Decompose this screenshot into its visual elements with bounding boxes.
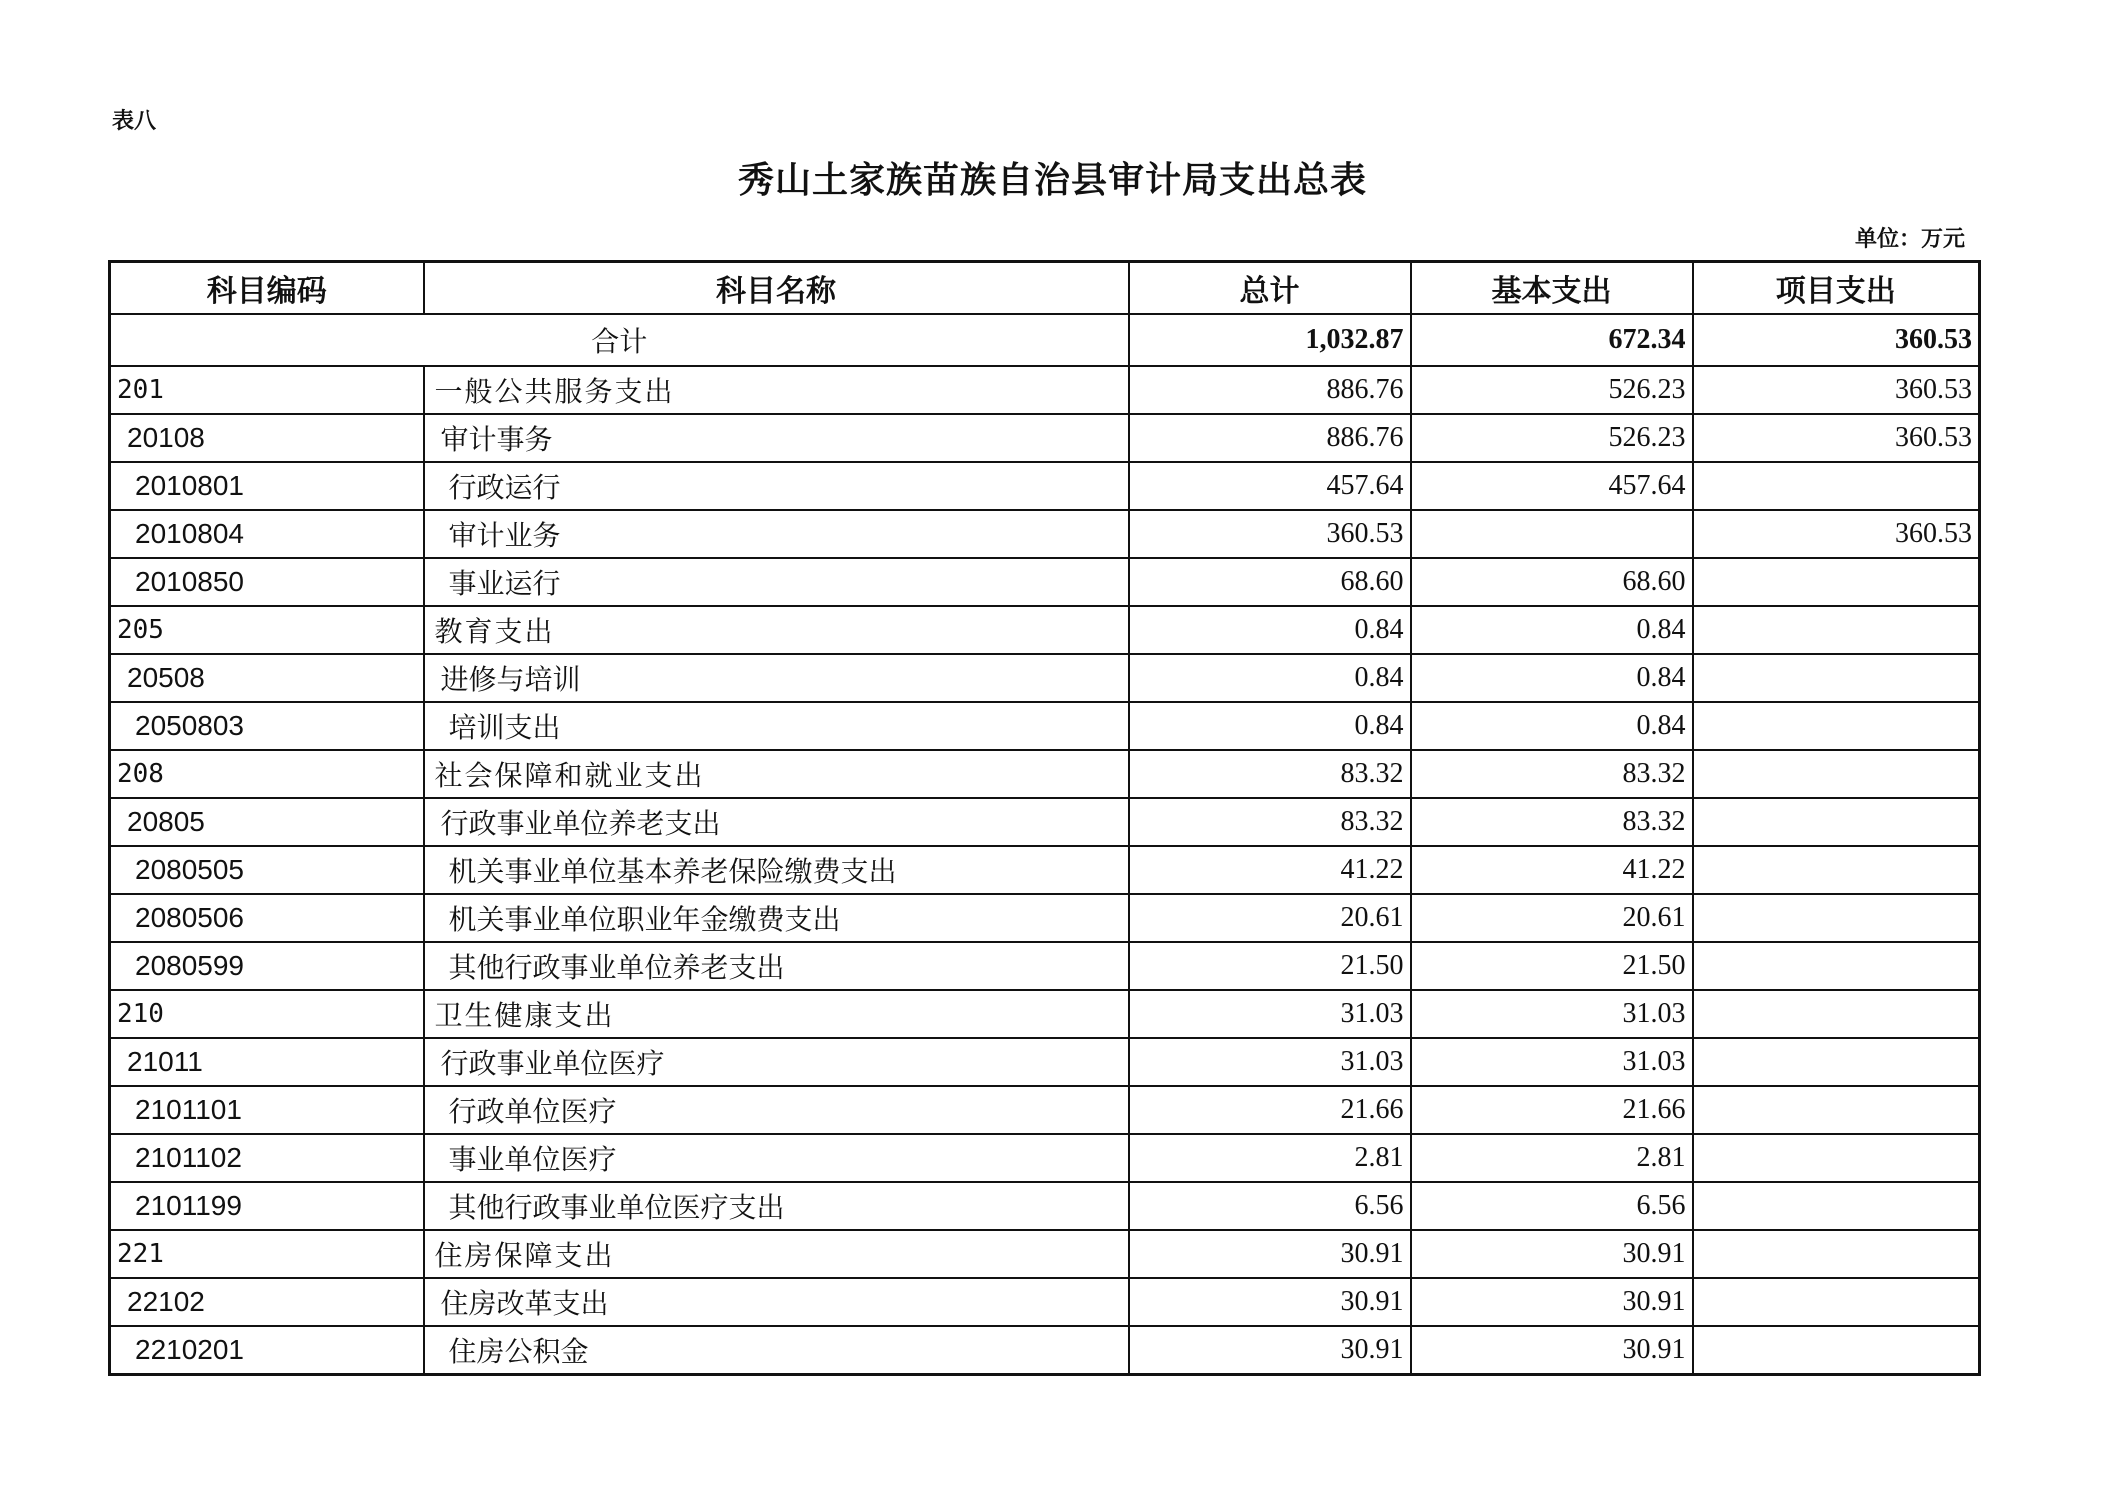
row-project xyxy=(1693,558,1980,606)
row-name: 行政事业单位养老支出 xyxy=(424,798,1129,846)
row-total: 457.64 xyxy=(1129,462,1411,510)
row-code: 2101199 xyxy=(110,1182,424,1230)
row-project xyxy=(1693,1230,1980,1278)
table-row xyxy=(110,1278,1980,1326)
table-row xyxy=(110,558,1980,606)
table-row xyxy=(110,750,1980,798)
row-project xyxy=(1693,894,1980,942)
row-basic: 30.91 xyxy=(1411,1230,1693,1278)
total-row xyxy=(110,314,1980,366)
row-name: 住房保障支出 xyxy=(424,1230,1129,1278)
row-basic: 0.84 xyxy=(1411,702,1693,750)
header-code: 科目编码 xyxy=(110,262,424,315)
row-name: 行政运行 xyxy=(424,462,1129,510)
row-total: 0.84 xyxy=(1129,702,1411,750)
row-total: 886.76 xyxy=(1129,366,1411,414)
row-name: 行政事业单位医疗 xyxy=(424,1038,1129,1086)
row-name: 社会保障和就业支出 xyxy=(424,750,1129,798)
row-name: 教育支出 xyxy=(424,606,1129,654)
row-total: 31.03 xyxy=(1129,990,1411,1038)
row-name: 卫生健康支出 xyxy=(424,990,1129,1038)
row-basic: 21.66 xyxy=(1411,1086,1693,1134)
table-row xyxy=(110,1182,1980,1230)
row-basic: 83.32 xyxy=(1411,798,1693,846)
row-project xyxy=(1693,990,1980,1038)
header-basic: 基本支出 xyxy=(1411,262,1693,315)
row-name: 一般公共服务支出 xyxy=(424,366,1129,414)
row-basic: 30.91 xyxy=(1411,1326,1693,1375)
table-row xyxy=(110,702,1980,750)
row-code: 22102 xyxy=(110,1278,424,1326)
table-row xyxy=(110,846,1980,894)
row-code: 20805 xyxy=(110,798,424,846)
row-basic: 20.61 xyxy=(1411,894,1693,942)
row-total: 20.61 xyxy=(1129,894,1411,942)
row-code: 2080506 xyxy=(110,894,424,942)
row-total: 21.66 xyxy=(1129,1086,1411,1134)
row-basic: 457.64 xyxy=(1411,462,1693,510)
row-project xyxy=(1693,750,1980,798)
row-code: 2050803 xyxy=(110,702,424,750)
row-code: 20108 xyxy=(110,414,424,462)
table-row xyxy=(110,1134,1980,1182)
row-code: 210 xyxy=(110,990,424,1038)
row-name: 行政单位医疗 xyxy=(424,1086,1129,1134)
table-row xyxy=(110,462,1980,510)
row-total: 21.50 xyxy=(1129,942,1411,990)
row-code: 2080505 xyxy=(110,846,424,894)
table-row xyxy=(110,510,1980,558)
table-row xyxy=(110,606,1980,654)
row-total: 0.84 xyxy=(1129,606,1411,654)
row-name: 住房公积金 xyxy=(424,1326,1129,1375)
row-name: 机关事业单位职业年金缴费支出 xyxy=(424,894,1129,942)
row-project xyxy=(1693,1278,1980,1326)
row-basic xyxy=(1411,510,1693,558)
row-basic: 31.03 xyxy=(1411,1038,1693,1086)
unit-label: 单位：万元 xyxy=(1854,226,1965,252)
row-total: 41.22 xyxy=(1129,846,1411,894)
header-project: 项目支出 xyxy=(1693,262,1980,315)
row-total: 360.53 xyxy=(1129,510,1411,558)
row-name: 事业运行 xyxy=(424,558,1129,606)
row-project xyxy=(1693,798,1980,846)
row-name: 住房改革支出 xyxy=(424,1278,1129,1326)
row-code: 205 xyxy=(110,606,424,654)
table-row xyxy=(110,1086,1980,1134)
row-total: 30.91 xyxy=(1129,1230,1411,1278)
row-project: 360.53 xyxy=(1693,366,1980,414)
row-total: 30.91 xyxy=(1129,1278,1411,1326)
row-total: 83.32 xyxy=(1129,750,1411,798)
row-basic: 21.50 xyxy=(1411,942,1693,990)
row-name: 机关事业单位基本养老保险缴费支出 xyxy=(424,846,1129,894)
row-name: 事业单位医疗 xyxy=(424,1134,1129,1182)
row-total: 68.60 xyxy=(1129,558,1411,606)
row-basic: 6.56 xyxy=(1411,1182,1693,1230)
row-code: 201 xyxy=(110,366,424,414)
total-label: 合计 xyxy=(110,314,1129,366)
header-name: 科目名称 xyxy=(424,262,1129,315)
row-basic: 2.81 xyxy=(1411,1134,1693,1182)
table-row xyxy=(110,414,1980,462)
row-project xyxy=(1693,1038,1980,1086)
row-project xyxy=(1693,462,1980,510)
row-project xyxy=(1693,1182,1980,1230)
row-code: 2080599 xyxy=(110,942,424,990)
row-code: 2101102 xyxy=(110,1134,424,1182)
row-code: 2010850 xyxy=(110,558,424,606)
row-code: 2210201 xyxy=(110,1326,424,1375)
row-basic: 30.91 xyxy=(1411,1278,1693,1326)
row-total: 30.91 xyxy=(1129,1326,1411,1375)
row-name: 其他行政事业单位医疗支出 xyxy=(424,1182,1129,1230)
table-row xyxy=(110,798,1980,846)
row-code: 208 xyxy=(110,750,424,798)
row-basic: 41.22 xyxy=(1411,846,1693,894)
row-total: 0.84 xyxy=(1129,654,1411,702)
table-row xyxy=(110,942,1980,990)
total-basic: 672.34 xyxy=(1411,314,1693,366)
row-total: 83.32 xyxy=(1129,798,1411,846)
row-basic: 526.23 xyxy=(1411,366,1693,414)
row-basic: 0.84 xyxy=(1411,654,1693,702)
row-code: 20508 xyxy=(110,654,424,702)
total-amount: 1,032.87 xyxy=(1129,314,1411,366)
row-code: 2101101 xyxy=(110,1086,424,1134)
row-project xyxy=(1693,606,1980,654)
row-project: 360.53 xyxy=(1693,414,1980,462)
row-basic: 526.23 xyxy=(1411,414,1693,462)
row-project: 360.53 xyxy=(1693,510,1980,558)
row-project xyxy=(1693,1326,1980,1375)
header-total: 总计 xyxy=(1129,262,1411,315)
row-code: 21011 xyxy=(110,1038,424,1086)
row-project xyxy=(1693,654,1980,702)
row-basic: 31.03 xyxy=(1411,990,1693,1038)
row-project xyxy=(1693,702,1980,750)
row-code: 2010801 xyxy=(110,462,424,510)
row-name: 其他行政事业单位养老支出 xyxy=(424,942,1129,990)
row-code: 2010804 xyxy=(110,510,424,558)
row-project xyxy=(1693,1086,1980,1134)
row-total: 31.03 xyxy=(1129,1038,1411,1086)
table-row xyxy=(110,366,1980,414)
row-total: 6.56 xyxy=(1129,1182,1411,1230)
expenditure-table xyxy=(108,260,1981,1376)
table-row xyxy=(110,1326,1980,1375)
row-project xyxy=(1693,1134,1980,1182)
row-basic: 0.84 xyxy=(1411,606,1693,654)
row-name: 审计业务 xyxy=(424,510,1129,558)
table-row xyxy=(110,990,1980,1038)
table-row xyxy=(110,654,1980,702)
row-total: 886.76 xyxy=(1129,414,1411,462)
page-title: 秀山土家族苗族自治县审计局支出总表 xyxy=(737,159,1367,201)
row-project xyxy=(1693,846,1980,894)
table-label: 表八 xyxy=(112,108,157,134)
table-row xyxy=(110,894,1980,942)
table-row xyxy=(110,1230,1980,1278)
row-basic: 68.60 xyxy=(1411,558,1693,606)
row-project xyxy=(1693,942,1980,990)
row-code: 221 xyxy=(110,1230,424,1278)
row-name: 培训支出 xyxy=(424,702,1129,750)
header-row xyxy=(110,262,1980,315)
row-total: 2.81 xyxy=(1129,1134,1411,1182)
total-project: 360.53 xyxy=(1693,314,1980,366)
row-name: 进修与培训 xyxy=(424,654,1129,702)
row-basic: 83.32 xyxy=(1411,750,1693,798)
table-row xyxy=(110,1038,1980,1086)
row-name: 审计事务 xyxy=(424,414,1129,462)
